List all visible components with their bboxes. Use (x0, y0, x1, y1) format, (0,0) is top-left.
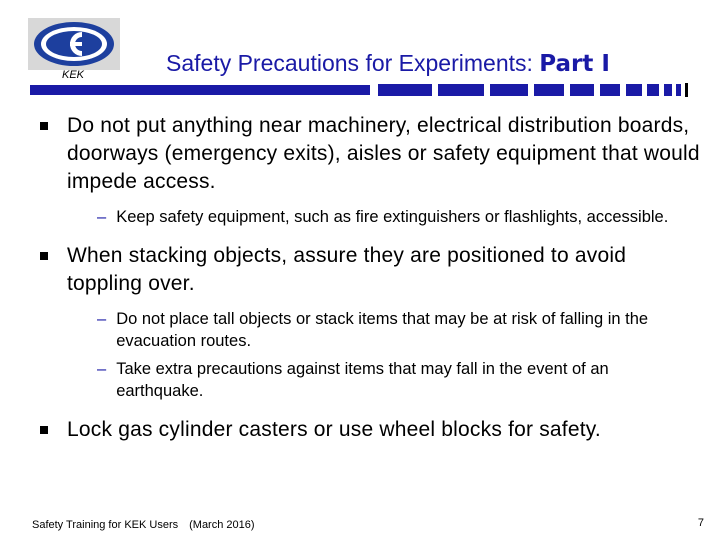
title-suffix: Part Ⅰ (539, 51, 610, 77)
sub-bullet-item (97, 308, 700, 352)
sub-bullet-text: Do not place tall objects or stack items that may be at risk of falling in the evacuation routes. (116, 310, 649, 350)
bullet-item (40, 416, 700, 444)
dash-marker: – (97, 208, 107, 226)
bullet-text: Lock gas cylinder casters or use wheel blocks for safety. (67, 418, 601, 441)
footer-text: Safety Training for KEK Users (March 2016) (32, 519, 255, 531)
bullet-square-icon (40, 252, 48, 260)
sub-bullet-text: Keep safety equipment, such as fire extinguishers or flashlights, accessible. (116, 208, 669, 226)
bullet-text: Do not put anything near machinery, electrical distribution boards, doorways (emergency exits), aisles or safety equipment that would impede access. (67, 114, 700, 193)
page-number: 7 (697, 517, 704, 529)
bullet-square-icon (40, 426, 48, 434)
title-decoration-bar (30, 82, 690, 98)
sub-bullet-item (97, 206, 700, 228)
logo-caption: KEK (62, 69, 85, 81)
bullet-item (40, 112, 700, 196)
kek-logo (28, 18, 120, 70)
bullet-square-icon (40, 122, 48, 130)
bullet-item (40, 242, 700, 298)
slide-title (166, 50, 610, 77)
slide-content (40, 112, 700, 444)
bullet-text: When stacking objects, assure they are positioned to avoid toppling over. (67, 244, 627, 295)
dash-marker: – (97, 360, 107, 378)
dash-marker: – (97, 310, 107, 328)
sub-bullet-item (97, 358, 700, 402)
sub-bullet-text: Take extra precautions against items that may fall in the event of an earthquake. (116, 360, 609, 400)
title-main: Safety Precautions for Experiments: (166, 50, 540, 76)
